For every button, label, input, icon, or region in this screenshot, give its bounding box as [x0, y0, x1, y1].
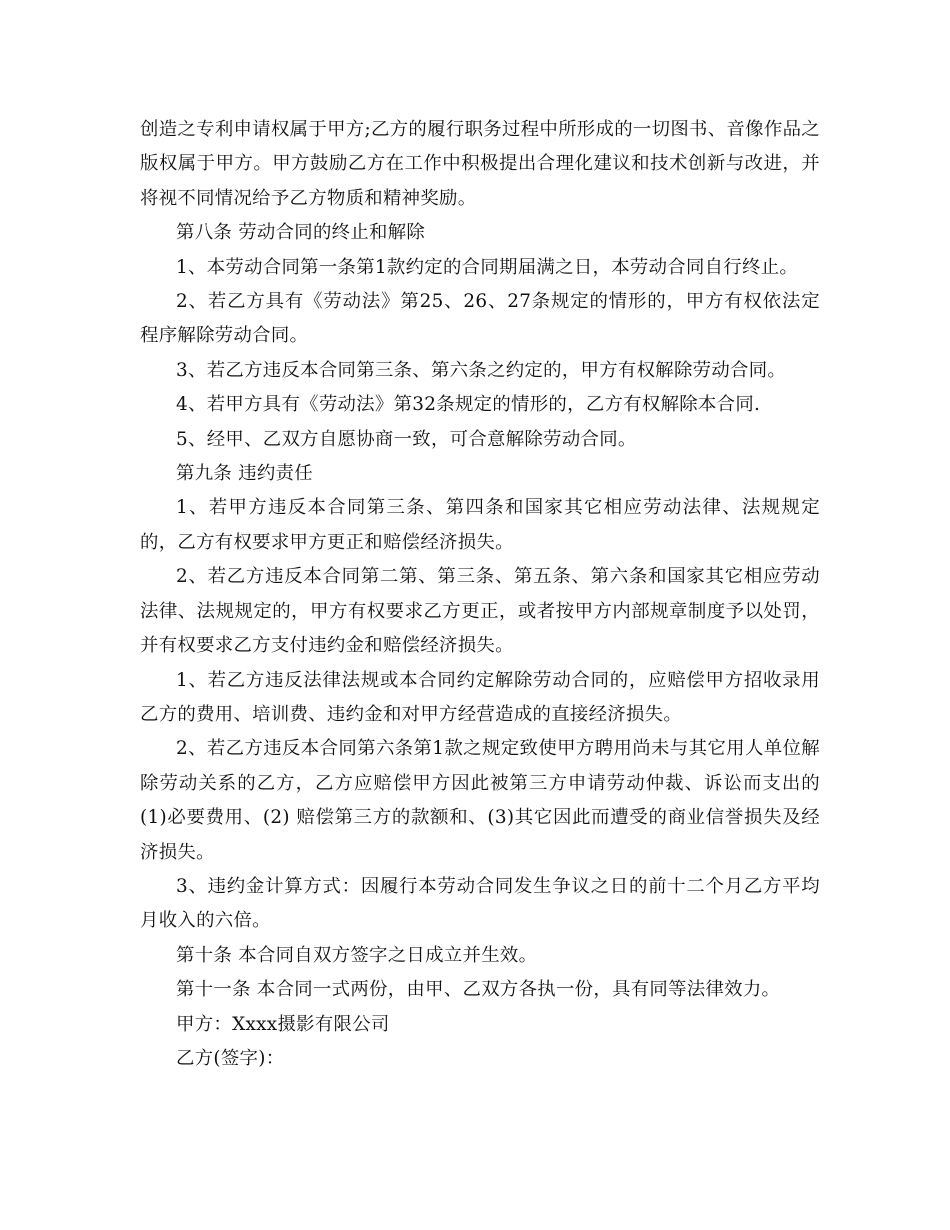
document-body — [140, 113, 820, 1076]
article-9-clause-2: 2、若乙方违反本合同第二第、第三条、第五条、第六条和国家其它相应劳动法律、法规规定的，甲方有权要求乙方更正，或者按甲方内部规章制度予以处罚，并有权要求乙方支付违约金和赔偿经济损失。 — [140, 566, 820, 657]
article-9-clause-2b: 2、若乙方违反本合同第六条第1款之规定致使甲方聘用尚未与其它用人单位解除劳动关系的乙方，乙方应赔偿甲方因此被第三方申请劳动仲裁、诉讼而支出的(1)必要费用、(2) 赔偿第三方的款额和、(3)其它因此而遭受的商业信誉损失及经济损失。 — [140, 738, 820, 863]
article-9-clause-3: 3、违约金计算方式：因履行本劳动合同发生争议之日的前十二个月乙方平均月收入的六倍。 — [140, 875, 820, 932]
heading-article-11: 第十一条 本合同一式两份，由甲、乙双方各执一份，具有同等法律效力。 — [176, 979, 781, 1001]
party-b-signature-line: 乙方(签字)： — [176, 1047, 285, 1069]
article-9-clause-1b: 1、若乙方违反法律法规或本合同约定解除劳动合同的，应赔偿甲方招收录用乙方的费用、培训费、违约金和对甲方经营造成的直接经济损失。 — [140, 669, 820, 725]
heading-article-9: 第九条 违约责任 — [176, 463, 313, 485]
heading-article-8: 第八条 劳动合同的终止和解除 — [176, 222, 426, 244]
party-a-line: 甲方：Xxxx摄影有限公司 — [176, 1013, 390, 1035]
article-9-clause-1: 1、若甲方违反本合同第三条、第四条和国家其它相应劳动法律、法规规定的，乙方有权要求甲方更正和赔偿经济损失。 — [140, 497, 820, 553]
article-8-clause-4: 4、若甲方具有《劳动法》第32条规定的情形的，乙方有权解除本合同. — [176, 394, 761, 416]
article-8-clause-5: 5、经甲、乙双方自愿协商一致，可合意解除劳动合同。 — [176, 428, 637, 450]
article-8-clause-3: 3、若乙方违反本合同第三条、第六条之约定的，甲方有权解除劳动合同。 — [176, 359, 787, 381]
heading-article-10: 第十条 本合同自双方签字之日成立并生效。 — [176, 944, 538, 966]
article-8-clause-2: 2、若乙方具有《劳动法》第25、26、27条规定的情形的，甲方有权依法定程序解除劳动合同。 — [140, 291, 820, 347]
article-8-clause-1: 1、本劳动合同第一条第1款约定的合同期届满之日，本劳动合同自行终止。 — [176, 256, 799, 278]
paragraph-patent-rights: 创造之专利申请权属于甲方;乙方的履行职务过程中所形成的一切图书、音像作品之版权属于甲方。甲方鼓励乙方在工作中积极提出合理化建议和技术创新与改进，并将视不同情况给予乙方物质和精神奖励。 — [140, 119, 820, 209]
